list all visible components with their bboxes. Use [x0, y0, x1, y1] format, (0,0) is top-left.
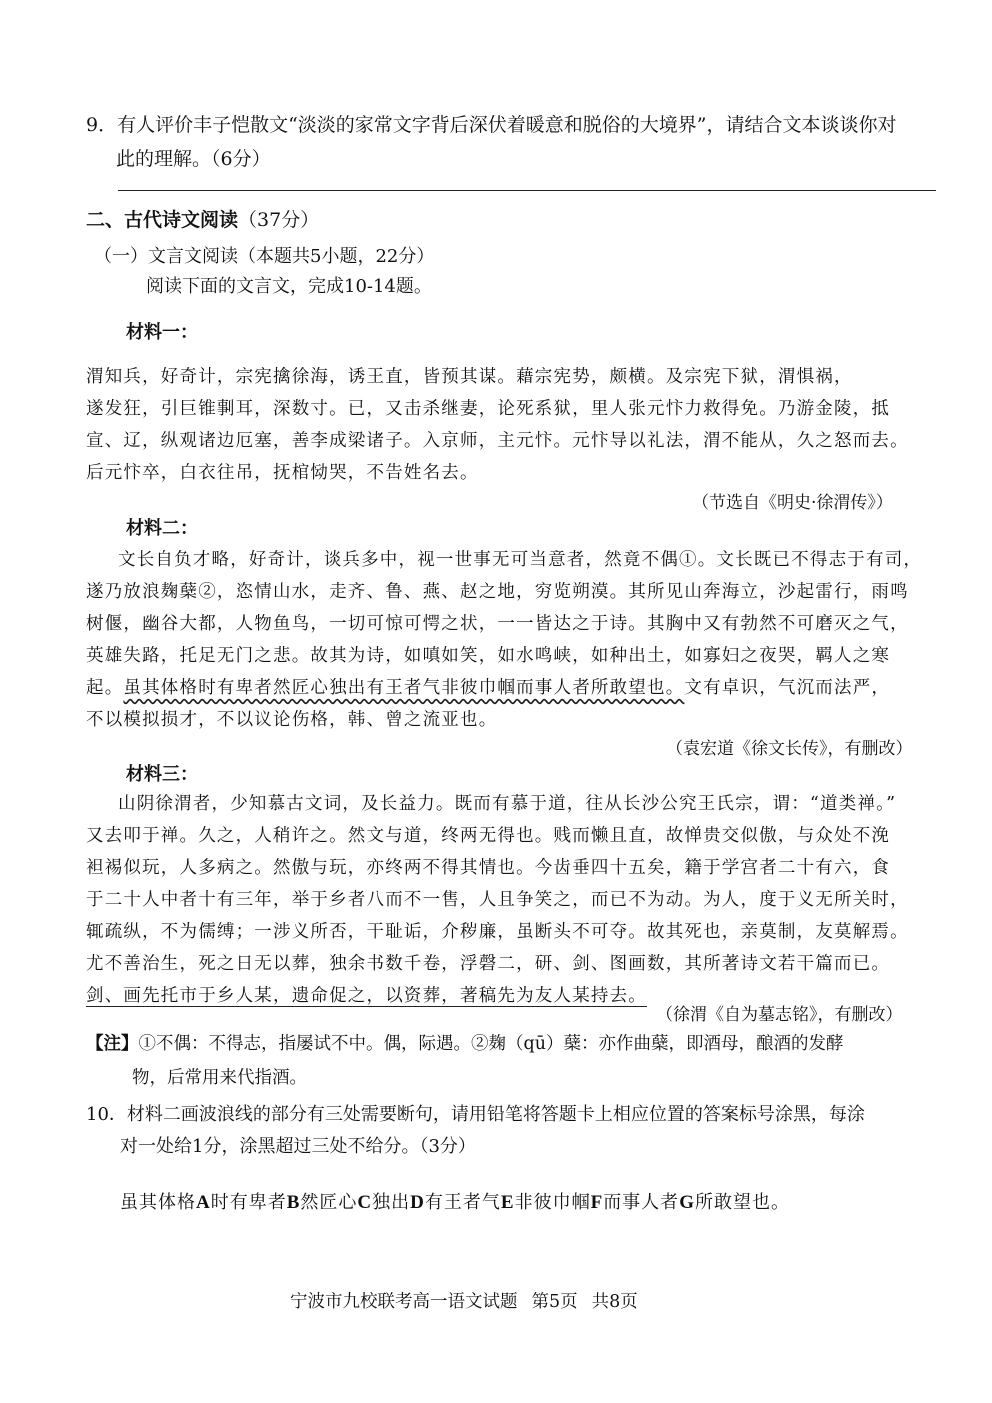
- material-2-wavy-line: [86, 674, 890, 699]
- option-segment: 虽其体格: [120, 1192, 196, 1213]
- question-10-line-2: 对一处给1分，涂黑超过三处不给分。（3分）: [120, 1136, 476, 1157]
- material-1-line: 宣、辽，纵观诸边厄塞，善李成梁诸子。入京师，主元忭。元忭导以礼法，渭不能从，久之怒而去。: [86, 431, 909, 451]
- question-9-line-1: 9．有人评价丰子恺散文“淡淡的家常文字背后深伏着暖意和脱俗的大境界”，请结合文本谈谈你对: [86, 114, 897, 136]
- option-mark-e[interactable]: E: [500, 1192, 515, 1213]
- question-9-line-2: 此的理解。（6分）: [116, 148, 271, 170]
- option-segment: 而事人者: [603, 1192, 680, 1213]
- wavy-underlined-text: 虽其体格时有卑者然匠心独出有王者气非彼巾帼而事人者所敢望也。: [123, 678, 685, 698]
- option-segment: 独出: [372, 1192, 411, 1213]
- material-3-line: 于二十人中者十有三年，举于乡者八而不一售，人且争笑之，而已不为动。为人，度于义无所关时，: [86, 890, 909, 910]
- option-segment: 有王者气: [424, 1192, 501, 1213]
- note-tag: 【注】: [86, 1034, 139, 1054]
- wavy-suffix: 文有卓识，气沉而法严，: [684, 678, 891, 698]
- option-mark-d[interactable]: D: [410, 1192, 425, 1213]
- note-line-1: ①不偶：不得志，指屡试不中。偶，际遇。②麹（qū）蘖：亦作曲蘖，即酒母，酿酒的发酵: [138, 1034, 844, 1054]
- underlined-sentence: 剑、画先托市于乡人某，遗命促之，以资葬，著稿先为友人某持去。: [86, 986, 647, 1006]
- answer-line[interactable]: [118, 190, 936, 191]
- material-2-line: 文长自负才略，好奇计，谈兵多中，视一世事无可当意者，然竟不偶①。文长既已不得志于有司，: [118, 550, 923, 570]
- reading-instruction: 阅读下面的文言文，完成10-14题。: [146, 276, 432, 297]
- option-segment: 然匠心: [300, 1192, 358, 1213]
- material-1-source: （节选自《明史·徐渭传》）: [692, 493, 893, 513]
- material-3-label: 材料三：: [126, 764, 198, 785]
- material-1-line: 后元忭卒，白衣往吊，抚棺恸哭，不告姓名去。: [86, 463, 479, 483]
- material-2-line: 遂乃放浪麹蘖②，恣情山水，走齐、鲁、燕、赵之地，穷览朔漠。其所见山奔海立，沙起雷行，雨鸣: [86, 582, 909, 602]
- footer-page: 第5页: [531, 1292, 578, 1312]
- material-3-line: 山阴徐渭者，少知慕古文词，及长益力。既而有慕于道，往从长沙公究王氏宗，谓：“道类禅。”: [118, 794, 897, 814]
- material-3-line: 辄疏纵，不为儒缚；一涉义所否，干耻诟，介秽廉，虽断头不可夺。故其死也，亲莫制，友莫解焉。: [86, 922, 909, 942]
- footnote: [86, 1030, 843, 1055]
- material-2-line: 不以模拟损才，不以议论伤格，韩、曾之流亚也。: [86, 710, 498, 730]
- page-footer: [290, 1288, 652, 1313]
- material-1-line: 遂发狂，引巨锥剚耳，深数寸。已，又击杀继妻，论死系狱，里人张元忭力救得免。乃游金陵，抵: [86, 399, 891, 419]
- option-mark-c[interactable]: C: [357, 1192, 373, 1213]
- material-1-label: 材料一：: [126, 322, 198, 343]
- section-title: [86, 205, 319, 232]
- note-line-2: 物，后常用来代指酒。: [132, 1068, 307, 1088]
- option-mark-a[interactable]: A: [196, 1192, 211, 1213]
- option-segment: 所敢望也。: [694, 1192, 790, 1213]
- option-mark-f[interactable]: F: [590, 1192, 604, 1213]
- material-2-label: 材料二：: [126, 518, 198, 539]
- material-3-line: 袒裼似玩，人多病之。然傲与玩，亦终两不得其情也。今齿垂四十五矣，籍于学宫者二十有六，食: [86, 858, 891, 878]
- section-title-text: 二、古代诗文阅读: [86, 209, 239, 231]
- material-3-line: 又去叩于禅。久之，人稍许之。然文与道，终两无得也。贱而懒且直，故惮贵交似傲，与众处不浼: [86, 826, 891, 846]
- material-2-source: （袁宏道《徐文长传》，有删改）: [666, 739, 913, 759]
- wavy-prefix: 起。: [86, 678, 124, 698]
- material-2-line: 树偃，幽谷大都，人物鱼鸟，一切可惊可愕之状，一一皆达之于诗。其胸中又有勃然不可磨灭之气，: [86, 614, 909, 634]
- option-mark-b[interactable]: B: [286, 1192, 301, 1213]
- option-segment: 非彼巾帼: [514, 1192, 591, 1213]
- option-segment: 时有卑者: [210, 1192, 287, 1213]
- material-3-underlined-line: [86, 982, 647, 1007]
- option-mark-g[interactable]: G: [679, 1192, 695, 1213]
- subsection-title: （一）文言文阅读（本题共5小题，22分）: [94, 246, 435, 267]
- section-points: （37分）: [238, 209, 320, 231]
- footer-title: 宁波市九校联考高一语文试题: [290, 1292, 518, 1312]
- sentence-break-options: [120, 1188, 790, 1214]
- footer-total: 共8页: [591, 1292, 638, 1312]
- material-3-source: （徐渭《自为墓志铭》，有删改）: [656, 1005, 903, 1025]
- question-10-line-1: 10．材料二画波浪线的部分有三处需要断句，请用铅笔将答题卡上相应位置的答案标号涂黑，每涂: [86, 1104, 865, 1125]
- material-1-line: 渭知兵，好奇计，宗宪擒徐海，诱王直，皆预其谋。藉宗宪势，颇横。及宗宪下狱，渭惧祸，: [86, 367, 853, 387]
- material-3-line: 尤不善治生，死之日无以葬，独余书数千卷，浮磬二，研、剑、图画数，其所著诗文若干篇而已。: [86, 954, 891, 974]
- material-2-line: 英雄失路，托足无门之悲。故其为诗，如嗔如笑，如水鸣峡，如种出土，如寡妇之夜哭，羁人之寒: [86, 646, 891, 666]
- question-9: [86, 108, 946, 176]
